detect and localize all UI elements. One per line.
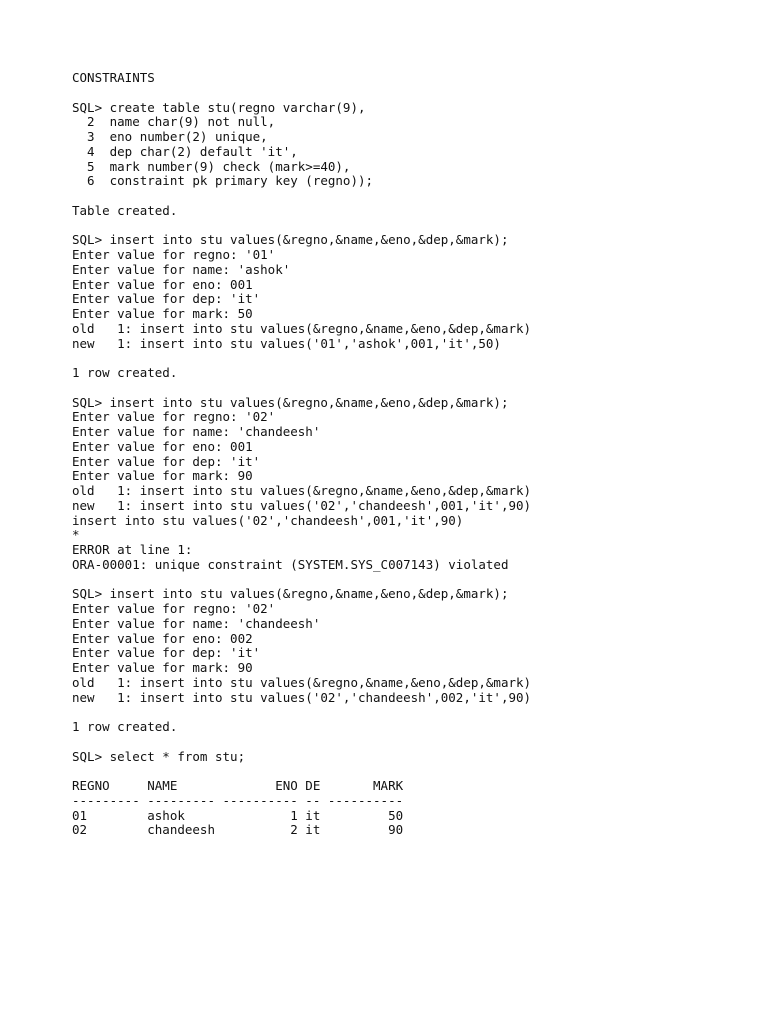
text-line: new 1: insert into stu values('02','chandeesh',001,'it',90)	[72, 497, 532, 513]
text-line: Enter value for eno: 002	[72, 630, 253, 646]
blank-line	[72, 573, 752, 588]
text-line: ERROR at line 1:	[72, 542, 193, 557]
text-line: CONSTRAINTS	[72, 70, 155, 85]
text-line: Enter value for name: 'chandeesh'	[72, 424, 321, 439]
text-line: SQL> insert into stu values(&regno,&name,&eno,&dep,&mark);	[72, 232, 509, 248]
text-line: --------- --------- ---------- -- ----------	[72, 792, 404, 808]
text-line: SQL> select * from stu;	[72, 748, 246, 764]
text-line: old 1: insert into stu values(&regno,&name,&eno,&dep,&mark)	[72, 674, 532, 690]
text-line: 1 row created.	[72, 719, 178, 734]
text-line: 6 constraint pk primary key (regno));	[72, 173, 374, 189]
text-line: insert into stu values('02','chandeesh',001,'it',90)	[72, 512, 464, 528]
text-line: ORA-00001: unique constraint (SYSTEM.SYS_C007143) violated	[72, 556, 509, 572]
text-line: Enter value for name: 'ashok'	[72, 261, 291, 277]
text-line: SQL> insert into stu values(&regno,&name,&eno,&dep,&mark);	[72, 586, 509, 602]
text-line: Enter value for regno: '02'	[72, 601, 276, 616]
text-line: 2 name char(9) not null,	[72, 114, 276, 130]
text-line: Enter value for regno: '01'	[72, 247, 276, 262]
text-line: 4 dep char(2) default 'it',	[72, 143, 298, 159]
text-line: Enter value for name: 'chandeesh'	[72, 615, 321, 631]
blank-line	[72, 351, 752, 366]
blank-line	[72, 86, 752, 101]
text-line: 01 ashok 1 it 50	[72, 807, 404, 823]
sql-output-document	[72, 71, 752, 838]
text-line: Enter value for regno: '02'	[72, 409, 276, 425]
text-line: new 1: insert into stu values('02','chandeesh',002,'it',90)	[72, 689, 532, 705]
text-line: new 1: insert into stu values('01','ashok',001,'it',50)	[72, 335, 501, 351]
text-line: 3 eno number(2) unique,	[72, 129, 268, 144]
text-line: old 1: insert into stu values(&regno,&name,&eno,&dep,&mark)	[72, 320, 532, 336]
blank-line	[72, 189, 752, 204]
text-line: Enter value for mark: 50	[72, 306, 253, 321]
text-line: SQL> insert into stu values(&regno,&name,&eno,&dep,&mark);	[72, 394, 509, 410]
text-line: Enter value for dep: 'it'	[72, 453, 261, 469]
blank-line	[72, 219, 752, 234]
text-line: Enter value for dep: 'it'	[72, 645, 261, 661]
text-line: Enter value for eno: 001	[72, 276, 253, 292]
text-line: SQL> create table stu(regno varchar(9),	[72, 99, 366, 115]
text-line: Enter value for eno: 001	[72, 438, 253, 454]
text-line: Table created.	[72, 202, 178, 218]
blank-line	[72, 705, 752, 720]
text-line: 5 mark number(9) check (mark>=40),	[72, 158, 351, 174]
text-line: Enter value for mark: 90	[72, 468, 253, 484]
blank-line	[72, 381, 752, 396]
text-line: Enter value for dep: 'it'	[72, 291, 261, 307]
text-line: 02 chandeesh 2 it 90	[72, 822, 404, 838]
blank-line	[72, 735, 752, 750]
text-line: 1 row created.	[72, 365, 178, 380]
text-line: *	[72, 527, 80, 543]
text-line: REGNO NAME ENO DE MARK	[72, 778, 404, 793]
blank-line	[72, 764, 752, 779]
text-line: old 1: insert into stu values(&regno,&name,&eno,&dep,&mark)	[72, 483, 532, 498]
text-line: Enter value for mark: 90	[72, 660, 253, 675]
